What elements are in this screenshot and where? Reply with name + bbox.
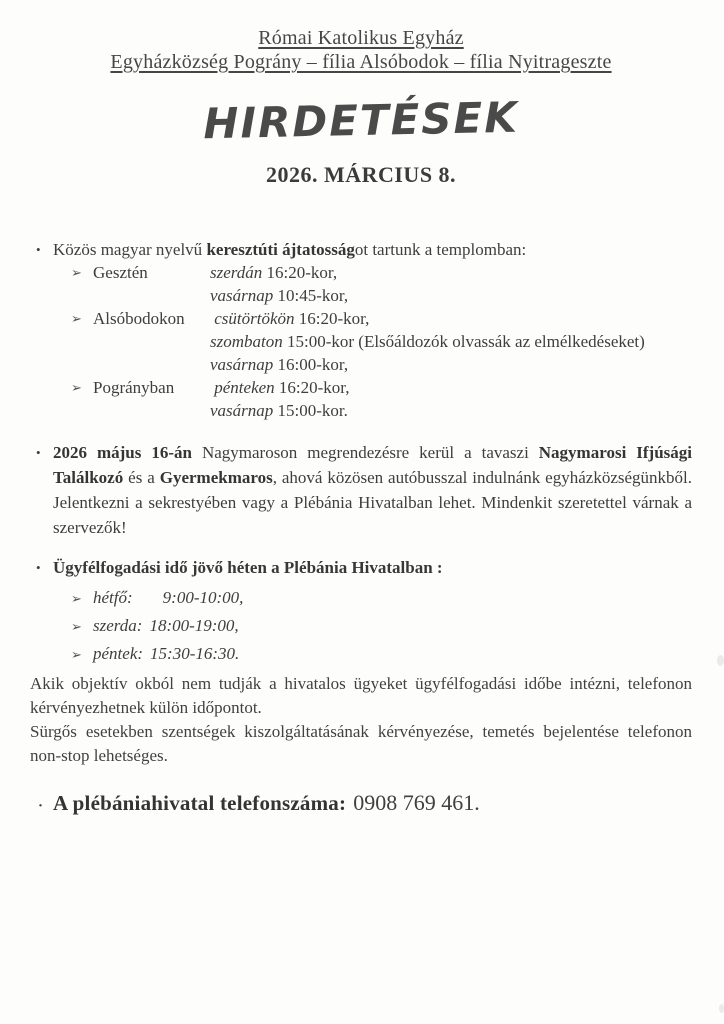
schedule-time: szerdán 16:20-kor, xyxy=(210,263,338,283)
office-hours-list xyxy=(30,584,692,668)
arrow-icon: ➢ xyxy=(71,265,82,281)
schedule-line xyxy=(30,261,692,284)
schedule-line xyxy=(30,307,692,330)
arrow-icon: ➢ xyxy=(71,591,82,607)
schedule-line xyxy=(30,284,692,307)
place-name: Alsóbodokon xyxy=(93,309,185,329)
scan-artifact xyxy=(719,1004,724,1013)
arrow-icon: ➢ xyxy=(71,619,82,635)
arrow-icon: ➢ xyxy=(71,311,82,327)
schedule-line xyxy=(30,353,692,376)
bullet-office-hours xyxy=(30,556,692,579)
place-name: Pogrányban xyxy=(93,378,175,398)
office-hours-heading: Ügyfélfogadási idő jövő héten a Plébánia Hivatalban : xyxy=(53,558,443,578)
church-name: Római Katolikus Egyház xyxy=(258,27,464,49)
office-hour-line xyxy=(30,612,692,640)
office-day: hétfő: xyxy=(93,588,133,608)
schedule-time: pénteken 16:20-kor, xyxy=(210,378,350,398)
scan-artifact xyxy=(717,655,724,666)
schedule-line xyxy=(30,376,692,399)
phone-number: 0908 769 461. xyxy=(353,790,480,816)
office-time: 15:30-16:30. xyxy=(150,644,240,664)
phone-label: A plébániahivatal telefonszáma: xyxy=(53,791,347,816)
schedule-time: vasárnap 15:00-kor. xyxy=(210,401,348,421)
urgent-cases-paragraph: Sürgős esetekben szentségek kiszolgáltatásának kérvényezése, temetés bejelentése telefonon non-stop lehetséges. xyxy=(30,722,692,766)
schedule-line xyxy=(30,330,692,353)
schedule-line xyxy=(30,399,692,422)
arrow-icon: ➢ xyxy=(71,647,82,663)
nagymaros-paragraph: 2026 május 16-án Nagymaroson megrendezésre kerül a tavaszi Nagymarosi Ifjúsági Találkozó és a Gyermekmaros, ahová közösen autóbusszal indulnánk egyházközségünkből. Jelentkezni a sekrestyében vagy a Plébánia Hivatalban lehet. Mindenkit szeretettel várnak a szervezők! xyxy=(53,443,693,538)
schedule-time: csütörtökön 16:20-kor, xyxy=(210,309,370,329)
appointment-paragraph: Akik objektív okból nem tudják a hivatalos ügyeket ügyfélfogadási időbe intézni, telefonon kérvényezhetnek külön időpontot. xyxy=(30,674,692,718)
office-time: 18:00-19:00, xyxy=(149,616,239,636)
bullet-icon: • xyxy=(36,242,41,258)
schedule-time: vasárnap 10:45-kor, xyxy=(210,286,349,306)
keresztuti-intro: Közös magyar nyelvű keresztúti ájtatosságot tartunk a templomban: xyxy=(53,240,527,260)
bullet-icon: • xyxy=(36,445,41,461)
bullet-icon: • xyxy=(36,560,41,576)
office-day: szerda: xyxy=(93,616,143,636)
bullet-keresztuti xyxy=(30,238,692,261)
page-title: HIRDETÉSEK xyxy=(202,92,520,149)
office-hour-line xyxy=(30,640,692,668)
schedule-time: szombaton 15:00-kor (Elsőáldozók olvassák az elmélkedéseket) xyxy=(210,332,645,352)
phone-line xyxy=(30,790,692,816)
place-name: Gesztén xyxy=(93,263,148,283)
bullet-nagymaros xyxy=(30,440,692,540)
announcement-date: 2026. MÁRCIUS 8. xyxy=(265,162,457,188)
document-header xyxy=(30,26,692,74)
small-bullet-icon: · xyxy=(38,798,44,815)
mass-schedule xyxy=(30,261,692,422)
parish-filia-line: Egyházközség Pográny – fília Alsóbodok – fília Nyitrageszte xyxy=(110,51,612,73)
office-day: péntek: xyxy=(93,644,144,664)
arrow-icon: ➢ xyxy=(71,380,82,396)
schedule-time: vasárnap 16:00-kor, xyxy=(210,355,349,375)
office-time: 9:00-10:00, xyxy=(162,588,244,608)
office-hour-line xyxy=(30,584,692,612)
